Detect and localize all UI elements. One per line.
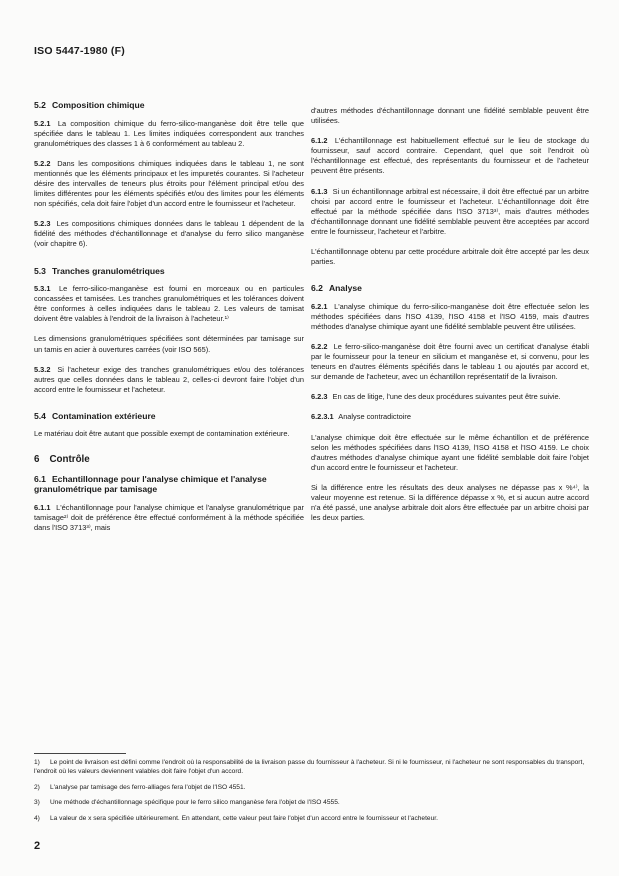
section-5-4-heading: 5.4 Contamination extérieure (34, 410, 156, 421)
paragraph-6-2-2: 6.2.2 Le ferro-silico-manganèse doit être fourni avec un certificat d'analyse établi par le fournisseur pour la teneur en silicium et manganèse et, si convenu, pour les teneurs en d'autres éléments spécifiés dans le tableau 1 ou ajoutés par accord et, sur demande de l'acheteur, avec un échantillon représentatif de la livraison. (311, 342, 589, 382)
paragraph-6-1-3: 6.1.3 Si un échantillonnage arbitral est nécessaire, il doit être effectué par un arbitre choisi par accord entre le fournisseur et l'acheteur. L'échantillonnage doit être effectué par la méthode spécifiée dans l'ISO 3713³⁾, mais d'autres méthodes d'échantillonnage donnant une fidélité semblable peuvent être acceptées par accord entre le fournisseur, l'acheteur et l'arbitre. (311, 186, 589, 236)
paragraph-6-2-3-1: L'analyse chimique doit être effectuée sur le même échantillon et de préférence selon les méthodes spécifiées dans l'ISO 4139, l'ISO 4158 et l'ISO 4159. Le choix d'autres méthodes d'analyse chimique ayant une fidélité semblable doit faire l'objet d'un accord entre le fournisseur et l'acheteur. (311, 432, 589, 472)
document-header: ISO 5447-1980 (F) (34, 45, 125, 57)
section-6-2-heading: 6.2 Analyse (311, 283, 362, 294)
section-5-3-heading: 5.3 Tranches granulométriques (34, 265, 165, 276)
paragraph-5-2-2: 5.2.2 Dans les compositions chimiques indiquées dans le tableau 1, ne sont mentionnés que les éléments principaux et les impuretés courantes. Si l'acheteur désire des intervalles de teneurs plus étroits pour l'élément principal et/ou des limites différentes pour les éléments spécifiés et/ou des limites pour les éléments non spécifiés, cela doit faire l'objet d'un accord entre le fournisseur et l'acheteur. (34, 158, 304, 209)
section-5-2-heading: 5.2 Composition chimique (34, 100, 145, 110)
paragraph-5-4: Le matériau doit être autant que possible exempt de contamination extérieure. (34, 429, 290, 439)
footnote-3: 3) Une méthode d'échantillonnage spécifique pour le ferro silico manganèse fera l'objet de l'ISO 4555. (34, 799, 340, 806)
chapter-6-heading: 6 Contrôle (34, 454, 90, 466)
paragraph-6-1-1: 6.1.1 L'échantillonnage pour l'analyse chimique et l'analyse granulométrique par tamisage²⁾ doit de préférence être effectué conformément à la méthode spécifiée dans l'ISO 3713³⁾, mais (34, 502, 304, 532)
paragraph-5-2-1: 5.2.1 La composition chimique du ferro-silico-manganèse doit être telle que spécifiée dans le tableau 1. Les limites indiquées correspondent aux tranches granulométriques des classes 1 à 6 conformément au tableau 2. (34, 118, 304, 148)
paragraph-5-2-3: 5.2.3 Les compositions chimiques données dans le tableau 1 dépendent de la fidélité des méthodes d'échantillonnage et d'analyse du ferro silico manganèse (voir chapitre 6). (34, 219, 304, 249)
section-6-1-heading: 6.1 Echantillonnage pour l'analyse chimique et l'analyse granulométrique par tamisage (34, 473, 267, 495)
footnote-2: 2) L'analyse par tamisage des ferro-alliages fera l'objet de l'ISO 4551. (34, 783, 246, 791)
paragraph-6-1-2: 6.1.2 L'échantillonnage est habituellement effectué sur le lieu de stockage du fournisseur, sauf accord contraire. Cependant, quel que soit l'endroit où l'échantillonnage est effectué, des représentants du fournisseur et de l'acheteur peuvent être présents. (311, 136, 590, 176)
paragraph-6-2-3: 6.2.3 En cas de litige, l'une des deux procédures suivantes peut être suivie. (311, 392, 561, 402)
footnote-separator (34, 753, 126, 754)
section-6-2-3-1-heading: 6.2.3.1 Analyse contradictoire (311, 412, 411, 422)
paragraph-6-1-1-continued: d'autres méthodes d'échantillonnage donnant une fidélité semblable peuvent être utilisées. (311, 106, 589, 126)
paragraph-6-2-3-1-b: Si la différence entre les résultats des deux analyses ne dépasse pas x %⁴⁾, la valeur moyenne est retenue. Si la différence dépasse x %, et si aucun autre accord n'a été passé, une analyse arbitrale doit alors être effectuée par un arbitre choisi par les deux parties. (311, 482, 589, 523)
paragraph-5-3-1: 5.3.1 Le ferro-silico-manganèse est fourni en morceaux ou en particules concassées et tamisées. Les tranches granulométriques et les tolérances doivent être conformes à celles indiquées dans le tableau 2. Les valeurs de tamisat doivent être valables à l'endroit de la livraison à l'acheteur.¹⁾ (34, 284, 304, 324)
paragraph-6-1-3-b: L'échantillonnage obtenu par cette procédure arbitrale doit être accepté par les deux parties. (311, 247, 589, 267)
footnotes (34, 758, 594, 829)
paragraph-5-3-2: 5.3.2 Si l'acheteur exige des tranches granulométriques et/ou des tolérances autres que celles données dans le tableau 2, celles-ci devront faire l'objet d'un accord entre le fournisseur et l'acheteur. (34, 364, 304, 394)
page-number: 2 (34, 840, 41, 852)
paragraph-5-3-1-b: Les dimensions granulométriques spécifiées sont déterminées par tamisage sur un tamis en acier à ouvertures carrées (voir ISO 565). (34, 334, 304, 354)
right-column (311, 106, 589, 533)
footnote-4: 4) La valeur de x sera spécifiée ultérieurement. En attendant, cette valeur peut faire l'objet d'un accord entre le fournisseur et l'acheteur. (34, 814, 438, 822)
left-column (34, 100, 304, 543)
paragraph-6-2-1: 6.2.1 L'analyse chimique du ferro-silico-manganèse doit être effectuée selon les méthodes spécifiées dans l'ISO 4139, l'ISO 4158 et l'ISO 4159, mais d'autres méthodes d'analyse chimique ayant une fidélité semblable peuvent être utilisées. (311, 301, 589, 331)
footnote-1: 1) Le point de livraison est défini comme l'endroit où la responsabilité de la livraison passe du fournisseur à l'acheteur. Si ni le fournisseur, ni l'acheteur ne sont responsables du transport, l'endroit où les valeurs deviennent valables doit faire l'objet d'un accord. (34, 759, 585, 775)
